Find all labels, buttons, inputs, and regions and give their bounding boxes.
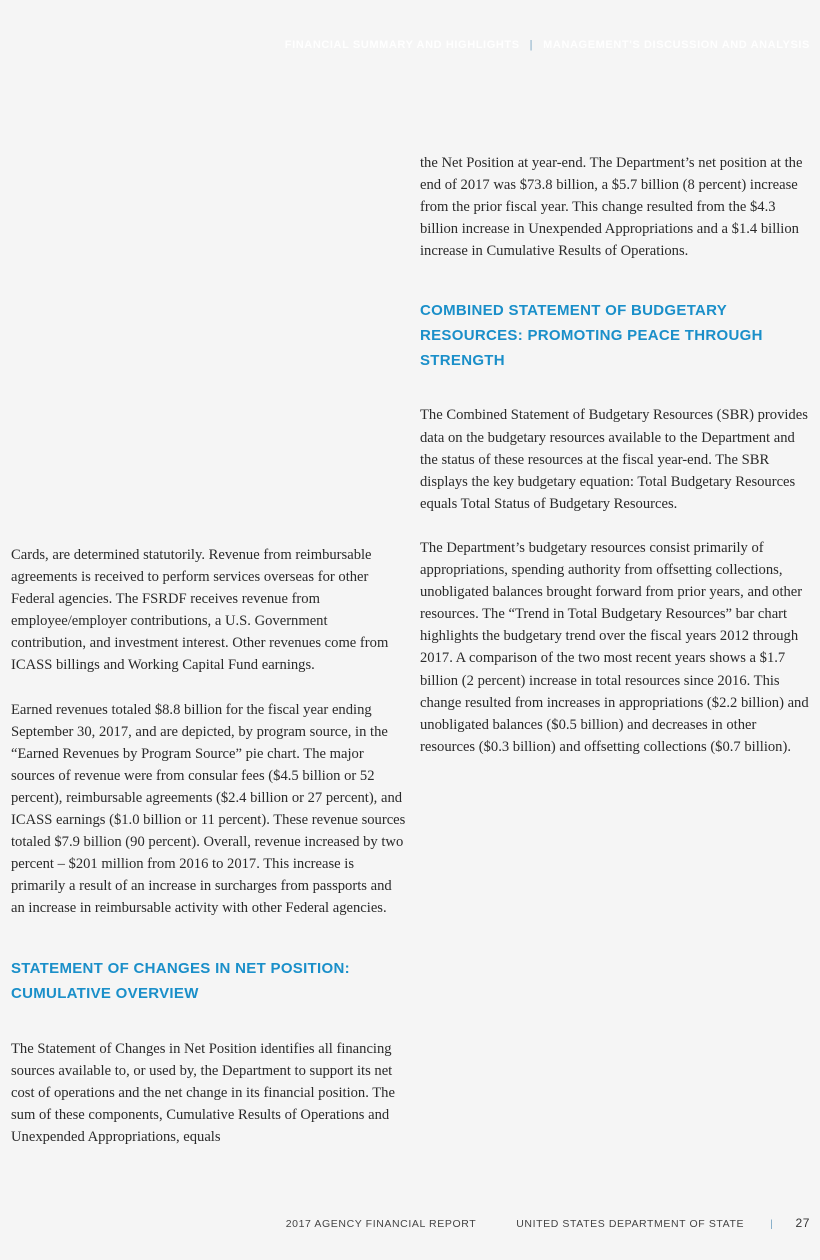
header-chapter-title: MANAGEMENT'S DISCUSSION AND ANALYSIS bbox=[543, 39, 810, 51]
footer-separator: | bbox=[770, 1218, 774, 1230]
running-header bbox=[100, 39, 810, 51]
page-footer bbox=[286, 1216, 810, 1230]
paragraph-sbr-overview: The Combined Statement of Budgetary Resources (SBR) provides data on the budgetary resources available to the Department and the status of these resources at the fiscal year-end. The SBR displays the key budgetary equation: Total Budgetary Resources equals Total Status of Budgetary Resources. bbox=[420, 407, 808, 512]
header-section-title: FINANCIAL SUMMARY AND HIGHLIGHTS bbox=[284, 39, 520, 51]
paragraph-net-position: The Statement of Changes in Net Position identifies all financing sources available to, or used by, the Department to support its net cost of operations and the net change in its financial position. The sum of these components, Cumulative Results of Operations and Unexpended Appropriations, equals bbox=[11, 1040, 395, 1145]
section-heading-net-position: STATEMENT OF CHANGES IN NET POSITION: CUMULATIVE OVERVIEW bbox=[11, 959, 350, 1002]
section-heading-budgetary-resources: COMBINED STATEMENT OF BUDGETARY RESOURCES: PROMOTING PEACE THROUGH STRENGTH bbox=[420, 302, 763, 370]
header-separator: | bbox=[529, 39, 534, 51]
right-column bbox=[420, 152, 812, 758]
left-column bbox=[11, 544, 406, 1148]
paragraph-net-position-continued: the Net Position at year-end. The Department’s net position at the end of 2017 was $73.8 billion, a $5.7 billion (8 percent) increase from the prior fiscal year. This change resulted from the $4.3 billion increase in Unexpended Appropriations and a $1.4 billion increase in Cumulative Results of Operations. bbox=[420, 155, 803, 260]
paragraph-budgetary-resources: The Department’s budgetary resources consist primarily of appropriations, spending authority from offsetting collections, unobligated balances brought forward from prior years, and other resources. The “Trend in Total Budgetary Resources” bar chart highlights the budgetary trend over the fiscal years 2012 through 2017. A comparison of the two most recent years shows a $1.7 billion (2 percent) increase in total resources since 2016. This change resulted from increases in appropriations ($2.2 billion) and unobligated balances ($0.5 billion) and decreases in other resources ($0.3 billion) and offsetting collections ($0.7 billion). bbox=[420, 539, 809, 755]
page-number: 27 bbox=[795, 1216, 810, 1230]
paragraph-revenue-sources: Cards, are determined statutorily. Revenue from reimbursable agreements is received to perform services overseas for other Federal agencies. The FSRDF receives revenue from employee/employer contributions, a U.S. Government contribution, and investment interest. Other revenues come from ICASS billings and Working Capital Fund earnings. bbox=[11, 547, 389, 674]
paragraph-earned-revenues: Earned revenues totaled $8.8 billion for the fiscal year ending September 30, 2017, and are depicted, by program source, in the “Earned Revenues by Program Source” pie chart. The major sources of revenue were from consular fees ($4.5 billion or 52 percent), reimbursable agreements ($2.4 billion or 27 percent), and ICASS earnings ($1.0 billion or 11 percent). These revenue sources totaled $7.9 billion (90 percent). Overall, revenue increased by two percent – $201 million from 2016 to 2017. This increase is primarily a result of an increase in surcharges from passports and an increase in reimbursable activity with other Federal agencies. bbox=[11, 701, 406, 917]
footer-department: UNITED STATES DEPARTMENT OF STATE bbox=[516, 1218, 745, 1230]
footer-report-title: 2017 AGENCY FINANCIAL REPORT bbox=[285, 1218, 477, 1230]
